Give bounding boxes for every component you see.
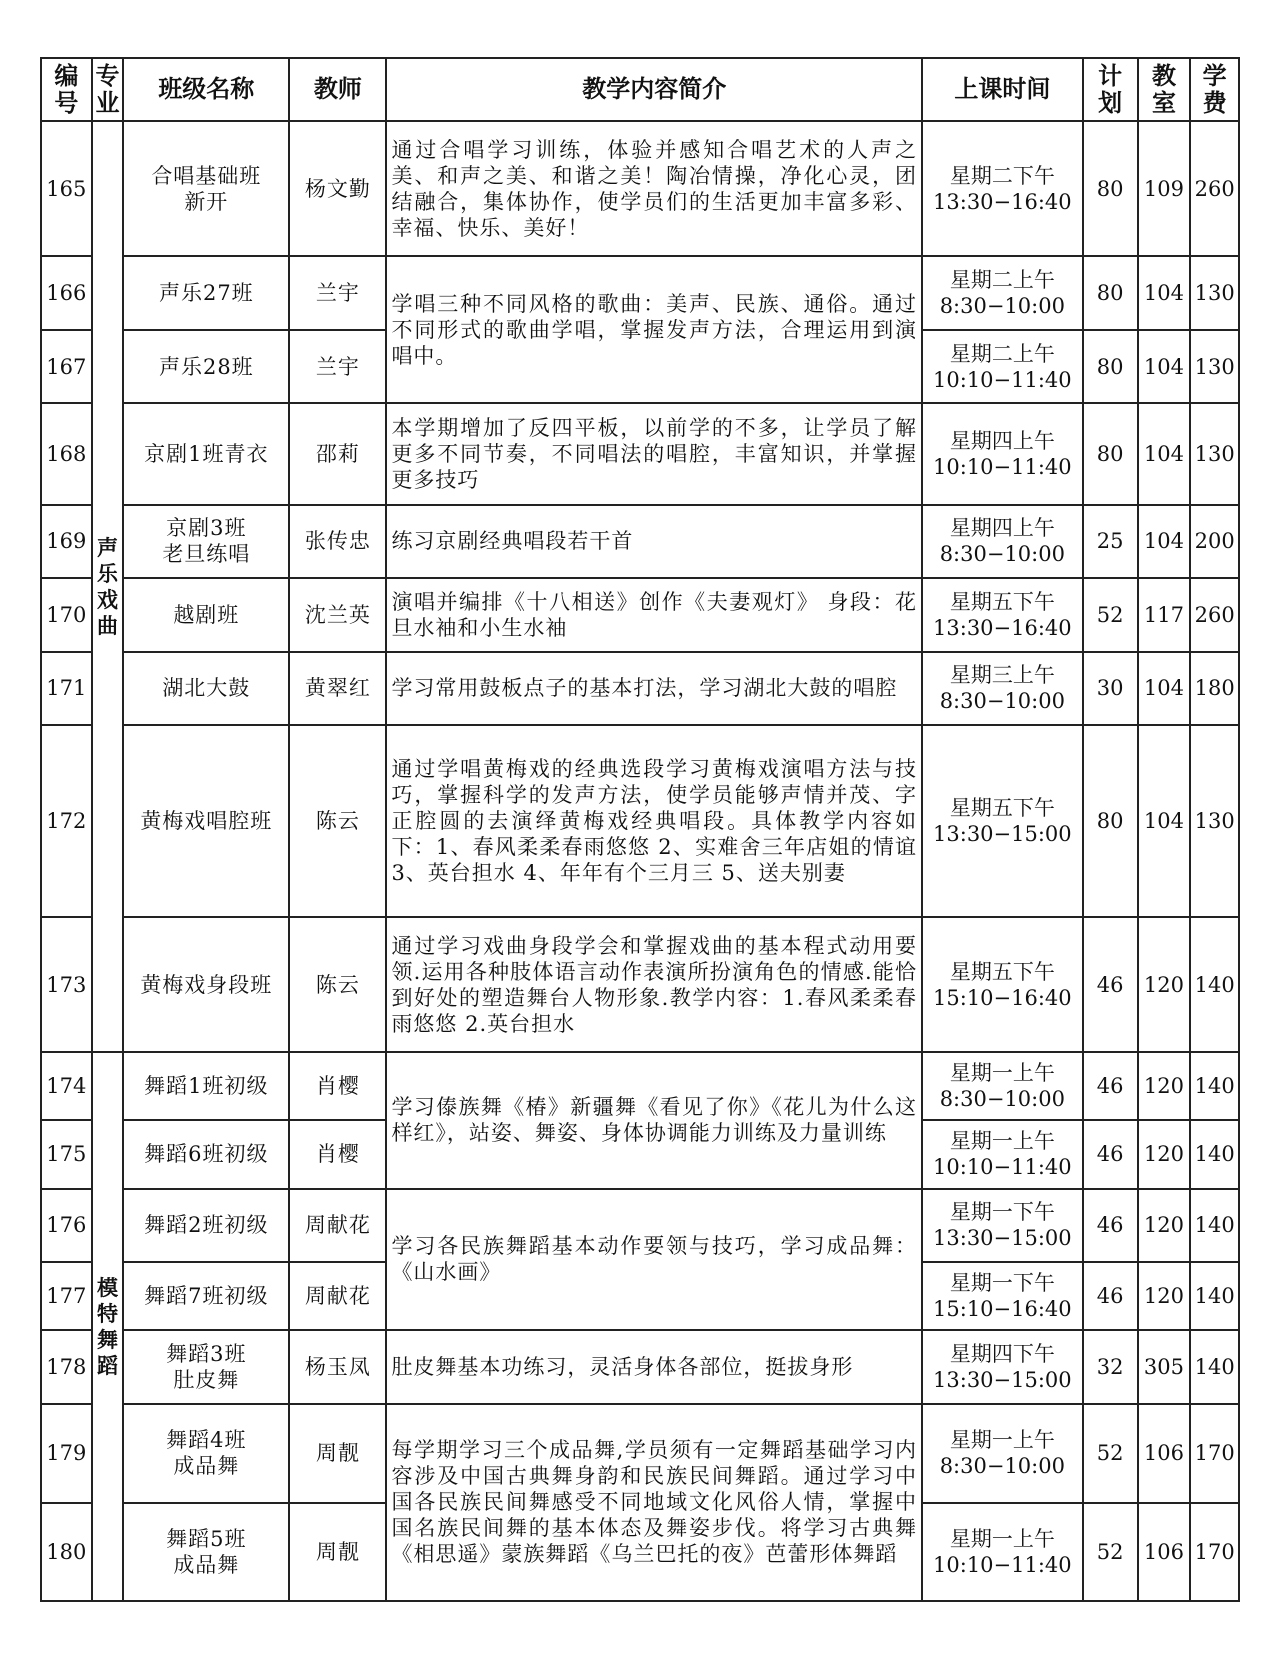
header-room: 教 室 [1138, 58, 1191, 121]
content-intro: 通过学唱黄梅戏的经典选段学习黄梅戏演唱方法与技巧，掌握科学的发声方法，使学员能够声情并茂、字正腔圆的去演绎黄梅戏经典唱段。具体教学内容如下：1、春风柔柔春雨悠悠 2、实难舍三年店姐的情谊 3、英台担水 4、年年有个三月三 5、送夫别妻 [386, 725, 922, 917]
class-time: 星期一下午 15:10−16:40 [922, 1262, 1083, 1330]
class-time: 星期一上午 10:10−11:40 [922, 1120, 1083, 1188]
class-name: 黄梅戏身段班 [123, 917, 289, 1052]
room-number: 106 [1138, 1404, 1191, 1503]
row-no: 170 [41, 578, 92, 652]
plan-count: 46 [1083, 1120, 1138, 1188]
row-no: 177 [41, 1262, 92, 1330]
tuition-fee: 140 [1190, 1189, 1239, 1263]
teacher: 周献花 [289, 1262, 386, 1330]
plan-count: 52 [1083, 1404, 1138, 1503]
class-name: 越剧班 [123, 578, 289, 652]
plan-count: 32 [1083, 1330, 1138, 1404]
row-no: 166 [41, 256, 92, 330]
plan-count: 30 [1083, 652, 1138, 726]
tuition-fee: 140 [1190, 1120, 1239, 1188]
class-time: 星期五下午 13:30−15:00 [922, 725, 1083, 917]
table-row [41, 1189, 1239, 1263]
table-row [41, 652, 1239, 726]
class-time: 星期一上午 10:10−11:40 [922, 1503, 1083, 1601]
teacher: 周献花 [289, 1189, 386, 1263]
content-intro: 练习京剧经典唱段若干首 [386, 505, 922, 579]
table-row [41, 1052, 1239, 1120]
class-name: 合唱基础班 新开 [123, 121, 289, 256]
class-name: 舞蹈6班初级 [123, 1120, 289, 1188]
teacher: 兰宇 [289, 256, 386, 330]
row-no: 175 [41, 1120, 92, 1188]
tuition-fee: 130 [1190, 725, 1239, 917]
content-intro: 学习各民族舞蹈基本动作要领与技巧，学习成品舞：《山水画》 [386, 1189, 922, 1331]
room-number: 104 [1138, 256, 1191, 330]
plan-count: 46 [1083, 917, 1138, 1052]
room-number: 109 [1138, 121, 1191, 256]
table-row [41, 403, 1239, 504]
class-time: 星期四上午 10:10−11:40 [922, 403, 1083, 504]
plan-count: 46 [1083, 1189, 1138, 1263]
class-time: 星期二上午 10:10−11:40 [922, 330, 1083, 404]
tuition-fee: 130 [1190, 330, 1239, 404]
header-content: 教学内容简介 [386, 58, 922, 121]
teacher: 兰宇 [289, 330, 386, 404]
plan-count: 80 [1083, 403, 1138, 504]
class-name: 舞蹈5班 成品舞 [123, 1503, 289, 1601]
content-intro: 演唱并编排《十八相送》创作《夫妻观灯》 身段：花旦水袖和小生水袖 [386, 578, 922, 652]
table-row [41, 917, 1239, 1052]
teacher: 周靓 [289, 1404, 386, 1503]
row-no: 167 [41, 330, 92, 404]
major-vocal-opera: 声 乐 戏 曲 [92, 121, 124, 1052]
row-no: 165 [41, 121, 92, 256]
content-intro: 学习傣族舞《椿》新疆舞《看见了你》《花儿为什么这样红》，站姿、舞姿、身体协调能力训练及力量训练 [386, 1052, 922, 1188]
room-number: 120 [1138, 1189, 1191, 1263]
row-no: 178 [41, 1330, 92, 1404]
class-time: 星期二上午 8:30−10:00 [922, 256, 1083, 330]
class-name: 舞蹈1班初级 [123, 1052, 289, 1120]
plan-count: 80 [1083, 330, 1138, 404]
row-no: 180 [41, 1503, 92, 1601]
class-name: 舞蹈3班 肚皮舞 [123, 1330, 289, 1404]
header-row [41, 58, 1239, 121]
row-no: 171 [41, 652, 92, 726]
tuition-fee: 130 [1190, 256, 1239, 330]
class-time: 星期二下午 13:30−16:40 [922, 121, 1083, 256]
teacher: 杨玉凤 [289, 1330, 386, 1404]
plan-count: 46 [1083, 1052, 1138, 1120]
row-no: 176 [41, 1189, 92, 1263]
content-intro: 每学期学习三个成品舞,学员须有一定舞蹈基础学习内容涉及中国古典舞身韵和民族民间舞蹈。通过学习中国各民族民间舞感受不同地域文化风俗人情，掌握中国名族民间舞的基本体态及舞姿步伐。将学习古典舞《相思遥》蒙族舞蹈《乌兰巴托的夜》芭蕾形体舞蹈 [386, 1404, 922, 1601]
class-time: 星期四下午 13:30−15:00 [922, 1330, 1083, 1404]
course-schedule-table [40, 57, 1240, 1602]
class-time: 星期一下午 13:30−15:00 [922, 1189, 1083, 1263]
room-number: 120 [1138, 917, 1191, 1052]
content-intro: 学习常用鼓板点子的基本打法，学习湖北大鼓的唱腔 [386, 652, 922, 726]
table-row [41, 725, 1239, 917]
teacher: 肖樱 [289, 1052, 386, 1120]
table-row [41, 578, 1239, 652]
room-number: 104 [1138, 652, 1191, 726]
header-major: 专 业 [92, 58, 124, 121]
teacher: 杨文勤 [289, 121, 386, 256]
content-intro: 肚皮舞基本功练习，灵活身体各部位，挺拔身形 [386, 1330, 922, 1404]
teacher: 肖樱 [289, 1120, 386, 1188]
room-number: 305 [1138, 1330, 1191, 1404]
teacher: 黄翠红 [289, 652, 386, 726]
tuition-fee: 180 [1190, 652, 1239, 726]
teacher: 沈兰英 [289, 578, 386, 652]
header-no: 编 号 [41, 58, 92, 121]
room-number: 104 [1138, 403, 1191, 504]
tuition-fee: 130 [1190, 403, 1239, 504]
tuition-fee: 260 [1190, 121, 1239, 256]
room-number: 120 [1138, 1052, 1191, 1120]
row-no: 174 [41, 1052, 92, 1120]
class-time: 星期五下午 13:30−16:40 [922, 578, 1083, 652]
tuition-fee: 200 [1190, 505, 1239, 579]
room-number: 106 [1138, 1503, 1191, 1601]
plan-count: 52 [1083, 1503, 1138, 1601]
class-name: 京剧1班青衣 [123, 403, 289, 504]
header-teacher: 教师 [289, 58, 386, 121]
room-number: 117 [1138, 578, 1191, 652]
room-number: 104 [1138, 330, 1191, 404]
class-time: 星期一上午 8:30−10:00 [922, 1052, 1083, 1120]
table-row [41, 1330, 1239, 1404]
teacher: 张传忠 [289, 505, 386, 579]
row-no: 169 [41, 505, 92, 579]
tuition-fee: 140 [1190, 917, 1239, 1052]
plan-count: 80 [1083, 256, 1138, 330]
class-time: 星期四上午 8:30−10:00 [922, 505, 1083, 579]
content-intro: 本学期增加了反四平板，以前学的不多，让学员了解更多不同节奏，不同唱法的唱腔，丰富知识，并掌握更多技巧 [386, 403, 922, 504]
row-no: 179 [41, 1404, 92, 1503]
table-row [41, 505, 1239, 579]
room-number: 104 [1138, 505, 1191, 579]
content-intro: 通过合唱学习训练，体验并感知合唱艺术的人声之美、和声之美、和谐之美！陶冶情操，净化心灵，团结融合，集体协作，使学员们的生活更加丰富多彩、幸福、快乐、美好！ [386, 121, 922, 256]
plan-count: 52 [1083, 578, 1138, 652]
tuition-fee: 140 [1190, 1330, 1239, 1404]
tuition-fee: 140 [1190, 1262, 1239, 1330]
plan-count: 80 [1083, 121, 1138, 256]
row-no: 172 [41, 725, 92, 917]
room-number: 104 [1138, 725, 1191, 917]
header-class: 班级名称 [123, 58, 289, 121]
row-no: 168 [41, 403, 92, 504]
teacher: 周靓 [289, 1503, 386, 1601]
class-name: 舞蹈7班初级 [123, 1262, 289, 1330]
class-time: 星期三上午 8:30−10:00 [922, 652, 1083, 726]
major-model-dance: 模 特 舞 蹈 [92, 1052, 124, 1601]
room-number: 120 [1138, 1262, 1191, 1330]
class-name: 舞蹈4班 成品舞 [123, 1404, 289, 1503]
content-intro: 学唱三种不同风格的歌曲：美声、民族、通俗。通过不同形式的歌曲学唱，掌握发声方法，合理运用到演唱中。 [386, 256, 922, 403]
plan-count: 80 [1083, 725, 1138, 917]
row-no: 173 [41, 917, 92, 1052]
class-time: 星期五下午 15:10−16:40 [922, 917, 1083, 1052]
tuition-fee: 170 [1190, 1503, 1239, 1601]
class-name: 湖北大鼓 [123, 652, 289, 726]
plan-count: 46 [1083, 1262, 1138, 1330]
table-row [41, 1404, 1239, 1503]
teacher: 陈云 [289, 725, 386, 917]
tuition-fee: 140 [1190, 1052, 1239, 1120]
class-name: 京剧3班 老旦练唱 [123, 505, 289, 579]
table-row [41, 121, 1239, 256]
tuition-fee: 170 [1190, 1404, 1239, 1503]
class-time: 星期一上午 8:30−10:00 [922, 1404, 1083, 1503]
room-number: 120 [1138, 1120, 1191, 1188]
class-name: 声乐27班 [123, 256, 289, 330]
class-name: 舞蹈2班初级 [123, 1189, 289, 1263]
header-plan: 计 划 [1083, 58, 1138, 121]
teacher: 邵莉 [289, 403, 386, 504]
tuition-fee: 260 [1190, 578, 1239, 652]
header-time: 上课时间 [922, 58, 1083, 121]
content-intro: 通过学习戏曲身段学会和掌握戏曲的基本程式动用要领.运用各种肢体语言动作表演所扮演角色的情感.能恰到好处的塑造舞台人物形象.教学内容：1.春风柔柔春雨悠悠 2.英台担水 [386, 917, 922, 1052]
class-name: 黄梅戏唱腔班 [123, 725, 289, 917]
table-row [41, 256, 1239, 330]
teacher: 陈云 [289, 917, 386, 1052]
class-name: 声乐28班 [123, 330, 289, 404]
plan-count: 25 [1083, 505, 1138, 579]
header-fee: 学 费 [1190, 58, 1239, 121]
